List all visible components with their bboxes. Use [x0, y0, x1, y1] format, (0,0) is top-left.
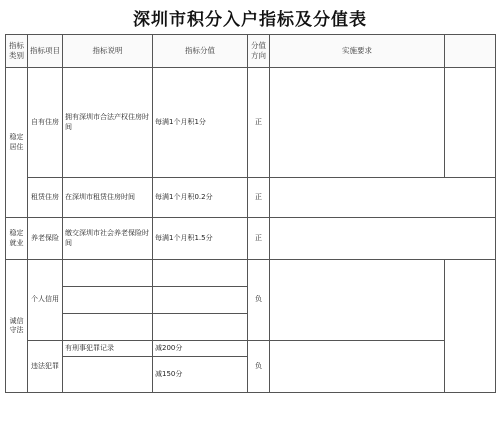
pension-requirement [270, 218, 496, 260]
pension-direction: 正 [248, 218, 270, 260]
header-remark [445, 35, 496, 68]
own-house-requirement [270, 68, 445, 178]
credit-score-2 [153, 287, 248, 314]
credit-description-1 [63, 260, 153, 287]
own-house-score: 每满1个月积1分 [153, 68, 248, 178]
header-description: 指标说明 [63, 35, 153, 68]
own-house-remark [445, 68, 496, 178]
table-row [6, 178, 496, 218]
rented-house-direction: 正 [248, 178, 270, 218]
category-housing: 稳定居住 [6, 68, 28, 218]
own-house-direction: 正 [248, 68, 270, 178]
item-violation: 违法犯罪 [28, 341, 63, 393]
crime-description-2 [63, 357, 153, 393]
item-rented-house: 租赁住房 [28, 178, 63, 218]
header-row [6, 35, 496, 68]
table-row [6, 260, 496, 287]
table-row [6, 218, 496, 260]
crime-description-1: 有刑事犯罪记录 [63, 341, 153, 357]
credit-direction: 负 [248, 260, 270, 341]
pension-description: 缴交深圳市社会养老保险时间 [63, 218, 153, 260]
header-direction: 分值方向 [248, 35, 270, 68]
page-title: 深圳市积分入户指标及分值表 [133, 10, 367, 30]
crime-requirement [270, 341, 445, 393]
credit-description-2 [63, 287, 153, 314]
item-own-house: 自有住房 [28, 68, 63, 178]
pension-score: 每满1个月积1.5分 [153, 218, 248, 260]
table-row [6, 68, 496, 178]
credit-score-3 [153, 314, 248, 341]
integrity-remark [445, 260, 496, 393]
crime-direction: 负 [248, 341, 270, 393]
category-integrity: 诚信守法 [6, 260, 28, 393]
credit-requirement [270, 260, 445, 341]
rented-house-requirement [270, 178, 496, 218]
rented-house-description: 在深圳市租赁住房时间 [63, 178, 153, 218]
category-employment: 稳定就业 [6, 218, 28, 260]
credit-score-1 [153, 260, 248, 287]
item-personal-credit: 个人信用 [28, 260, 63, 341]
header-item: 指标项目 [28, 35, 63, 68]
header-requirement: 实施要求 [270, 35, 445, 68]
table-row [6, 341, 496, 357]
header-score: 指标分值 [153, 35, 248, 68]
item-pension: 养老保险 [28, 218, 63, 260]
own-house-description: 拥有深圳市合法产权住房时间 [63, 68, 153, 178]
crime-score-1: 减200分 [153, 341, 248, 357]
rented-house-score: 每满1个月积0.2分 [153, 178, 248, 218]
crime-score-2: 减150分 [153, 357, 248, 393]
header-category: 指标类别 [6, 35, 28, 68]
score-table [5, 34, 496, 393]
credit-description-3 [63, 314, 153, 341]
